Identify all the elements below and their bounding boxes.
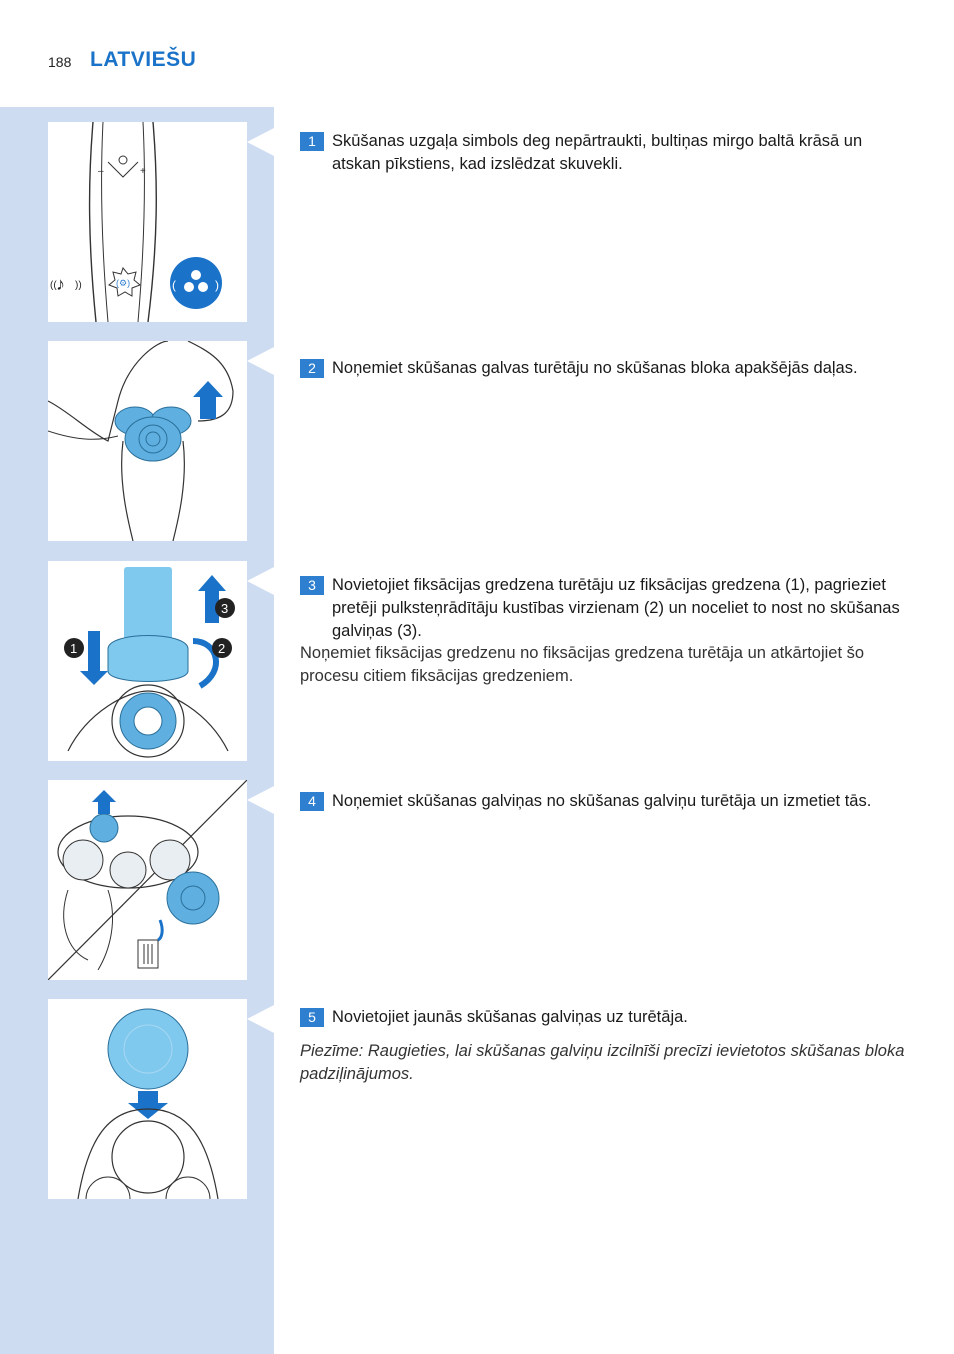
svg-text:–: – [98,166,104,177]
illustration-step-3 [48,561,247,761]
illustration-step-5 [48,999,247,1199]
step-4 [300,790,910,813]
svg-text:(⚙): (⚙) [116,278,131,288]
step-number: 5 [300,1008,324,1027]
step-5 [300,1006,910,1029]
step-2 [300,357,910,380]
step-3-followup: Noņemiet fiksācijas gredzenu no fiksācijas gredzena turētāja un atkārtojiet šo procesu citiem fiksācijas gredzeniem. [300,644,865,685]
step-number: 4 [300,792,324,811]
step-number: 3 [300,576,324,595]
illustration-step-2 [48,341,247,541]
pointer-step-3 [247,567,274,595]
step-text: Novietojiet fiksācijas gredzena turētāju uz fiksācijas gredzena (1), pagrieziet pretēji pulksteņrādītāju kustības virzienam (2) un noceliet to nost no skūšanas galviņas (3). [332,576,900,640]
svg-text:): ) [215,278,219,292]
pointer-step-4 [247,786,274,814]
label-1: 1 [70,641,78,656]
step-text: Skūšanas uzgaļa simbols deg nepārtraukti, bultiņas mirgo baltā krāsā un atskan pīkstiens, kad izslēdzat skuvekli. [332,132,863,173]
svg-text:)): )) [75,280,82,291]
illustration-step-1 [48,122,247,322]
step-text: Novietojiet jaunās skūšanas galviņas uz turētāja. [332,1008,688,1026]
step-text: Noņemiet skūšanas galvas turētāju no skūšanas bloka apakšējās daļas. [332,359,858,377]
step-1 [300,130,910,176]
page-number: 188 [48,54,72,70]
svg-text:((: (( [50,280,57,291]
note: Piezīme: Raugieties, lai skūšanas galviņu izcilnīši precīzi ievietotos skūšanas bloka padziļinājumos. [300,1042,905,1083]
pointer-step-1 [247,128,274,156]
svg-text:(: ( [172,278,176,292]
pointer-step-5 [247,1005,274,1033]
step-number: 1 [300,132,324,151]
svg-text:+: + [140,166,146,177]
section-title: LATVIEŠU [90,48,197,71]
pointer-step-2 [247,347,274,375]
down-arrow-icon [128,1091,168,1119]
svg-text:♪: ♪ [56,274,65,294]
step-number: 2 [300,359,324,378]
step-3 [300,574,910,643]
illustration-step-4 [48,780,247,980]
page-header [0,0,954,100]
label-3: 3 [221,601,229,616]
step-text: Noņemiet skūšanas galviņas no skūšanas galviņu turētāja un izmetiet tās. [332,792,872,810]
label-2: 2 [218,641,226,656]
up-arrow-icon [193,381,223,419]
